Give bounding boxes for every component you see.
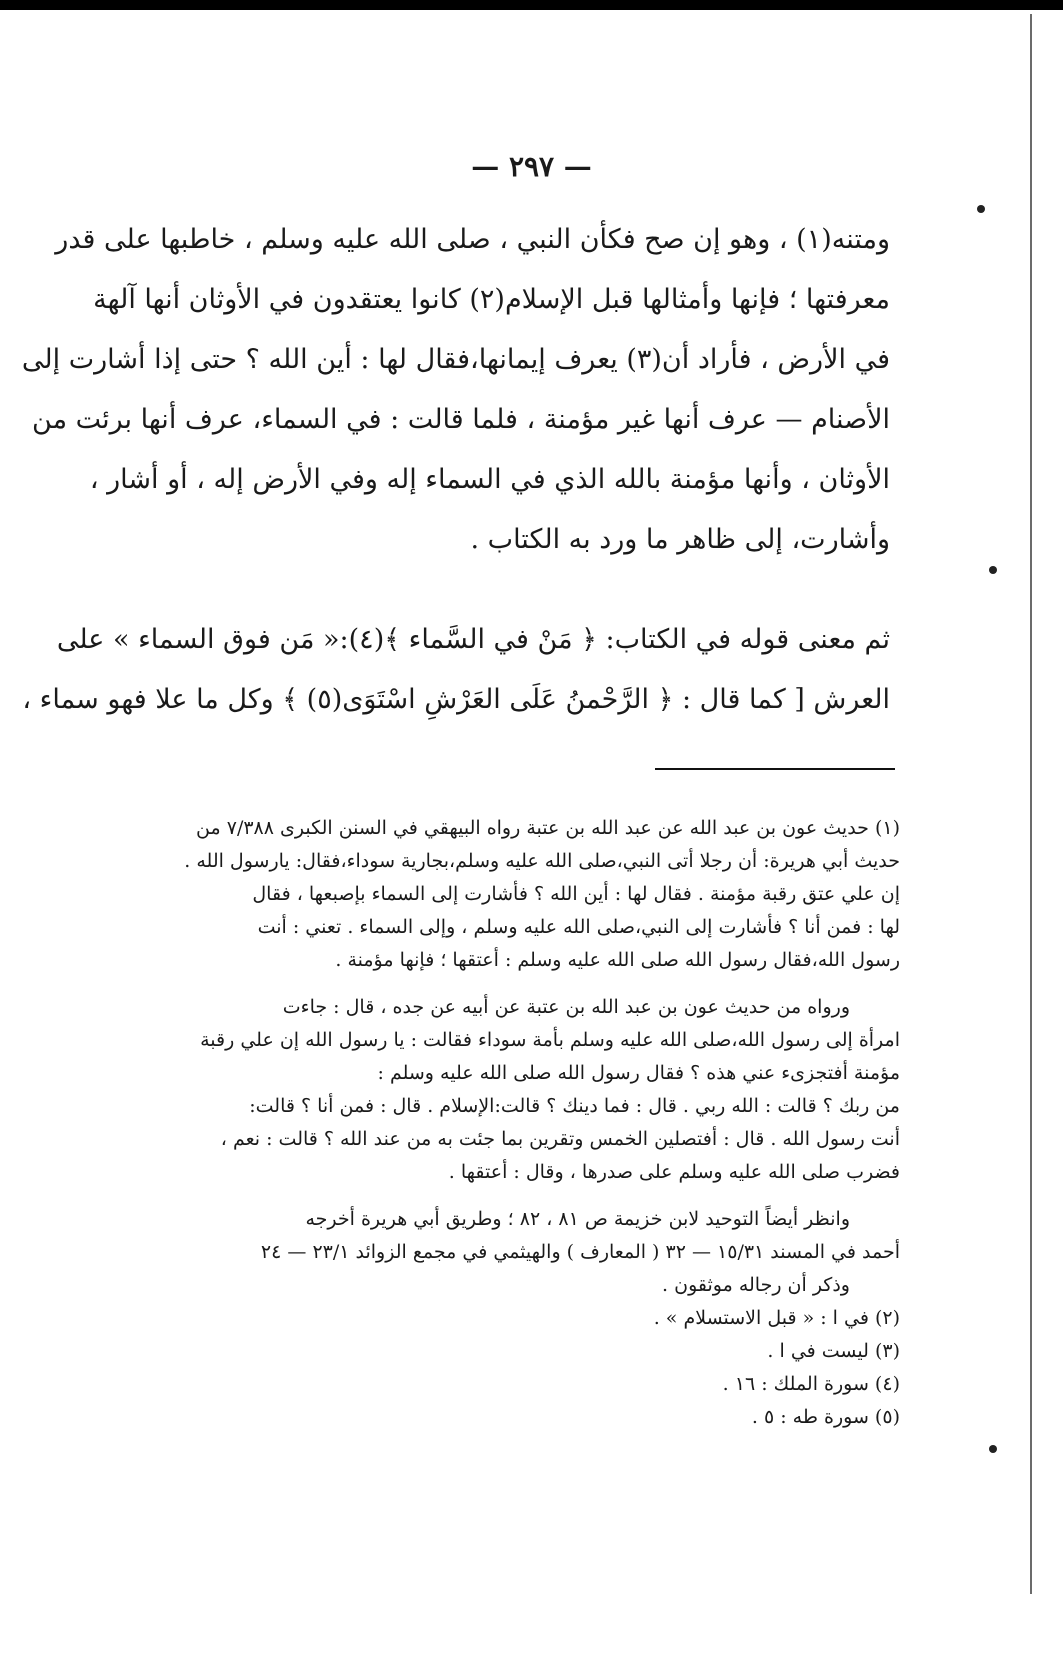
page-number: — ٢٩٧ — <box>471 150 592 183</box>
footnote-line: لها : فمن أنا ؟ فأشارت إلى النبي،صلى الله عليه وسلم ، وإلى السماء . تعني : أنت <box>257 916 900 938</box>
footnote-line: أنت رسول الله . قال : أفتصلين الخمس وتقرين بما جئت به من عند الله ؟ قالت : نعم ، <box>220 1128 900 1150</box>
text-line: معرفتها ؛ فإنها وأمثالها قبل الإسلام(٢) كانوا يعتقدون في الأوثان أنها آلهة <box>93 284 890 315</box>
footnote-line: أحمد في المسند ١٥/٣١ — ٣٢ ( المعارف ) والهيثمي في مجمع الزوائد ٢٣/١ — ٢٤ <box>260 1241 900 1263</box>
footnote-line: (١) حديث عون بن عبد الله عن عبد الله بن عتبة رواه البيهقي في السنن الكبرى ٧/٣٨٨ من <box>196 817 900 839</box>
text-line: الأوثان ، وأنها مؤمنة بالله الذي في السماء إله وفي الأرض إله ، أو أشار ، <box>89 464 890 495</box>
footnote-line: من ربك ؟ قالت : الله ربي . قال : فما دينك ؟ قالت:الإسلام . قال : فمن أنا ؟ قالت: <box>249 1095 900 1117</box>
footnotes <box>118 812 900 1434</box>
footnote-line: ورواه من حديث عون بن عبد الله بن عتبة عن أبيه عن جده ، قال : جاءت <box>282 996 850 1018</box>
page-top-edge <box>0 0 1063 10</box>
margin-mark <box>977 205 985 213</box>
footnote-line: امرأة إلى رسول الله،صلى الله عليه وسلم بأمة سوداء فقالت : يا رسول الله إن علي رقبة <box>200 1029 900 1051</box>
margin-mark <box>989 566 997 574</box>
footnote-line: رسول الله،فقال رسول الله صلى الله عليه وسلم : أعتقها ؛ فإنها مؤمنة . <box>335 949 900 971</box>
text-line: ومتنه(١) ، وهو إن صح فكأن النبي ، صلى الله عليه وسلم ، خاطبها على قدر <box>55 224 890 255</box>
footnote-line: فضرب صلى الله عليه وسلم على صدرها ، وقال : أعتقها . <box>448 1161 900 1183</box>
text-line: الأصنام — عرف أنها غير مؤمنة ، فلما قالت : في السماء، عرف أنها برئت من <box>32 404 890 435</box>
binding-edge-line <box>1030 14 1032 1594</box>
footnote-line: وذكر أن رجاله موثقون . <box>662 1274 850 1296</box>
footnote-line: (٤) سورة الملك : ١٦ . <box>722 1373 900 1395</box>
text-line: وأشارت، إلى ظاهر ما ورد به الكتاب . <box>470 524 890 555</box>
text-line: ثم معنى قوله في الكتاب: ﴿ مَنْ في السَّماء ﴾(٤):« مَن فوق السماء » على <box>56 624 890 655</box>
footnote-line: إن علي عتق رقبة مؤمنة . فقال لها : أين الله ؟ فأشارت إلى السماء بإصبعها ، فقال <box>252 883 900 905</box>
footnote-line: مؤمنة أفتجزىء عني هذه ؟ فقال رسول الله صلى الله عليه وسلم : <box>377 1062 900 1084</box>
footnote-line: (٣) ليست في ا . <box>767 1340 900 1362</box>
text-line: العرش [ كما قال : ﴿ الرَّحْمنُ عَلَى العَرْشِ اسْتَوَى(٥) ﴾ وكل ما علا فهو سماء ، <box>22 684 890 715</box>
footnote-separator <box>655 768 895 770</box>
margin-mark <box>989 1445 997 1453</box>
text-line: في الأرض ، فأراد أن(٣) يعرف إيمانها،فقال لها : أين الله ؟ حتى إذا أشارت إلى <box>21 344 890 375</box>
main-text <box>21 210 890 730</box>
footnote-line: حديث أبي هريرة: أن رجلا أتى النبي،صلى الله عليه وسلم،بجارية سوداء،فقال: يارسول الله . <box>184 850 900 872</box>
footnote-line: (٥) سورة طه : ٥ . <box>751 1406 900 1428</box>
footnote-line: وانظر أيضاً التوحيد لابن خزيمة ص ٨١ ، ٨٢ ؛ وطريق أبي هريرة أخرجه <box>305 1208 850 1230</box>
footnote-line: (٢) في ا : « قبل الاستسلام » . <box>653 1307 900 1329</box>
